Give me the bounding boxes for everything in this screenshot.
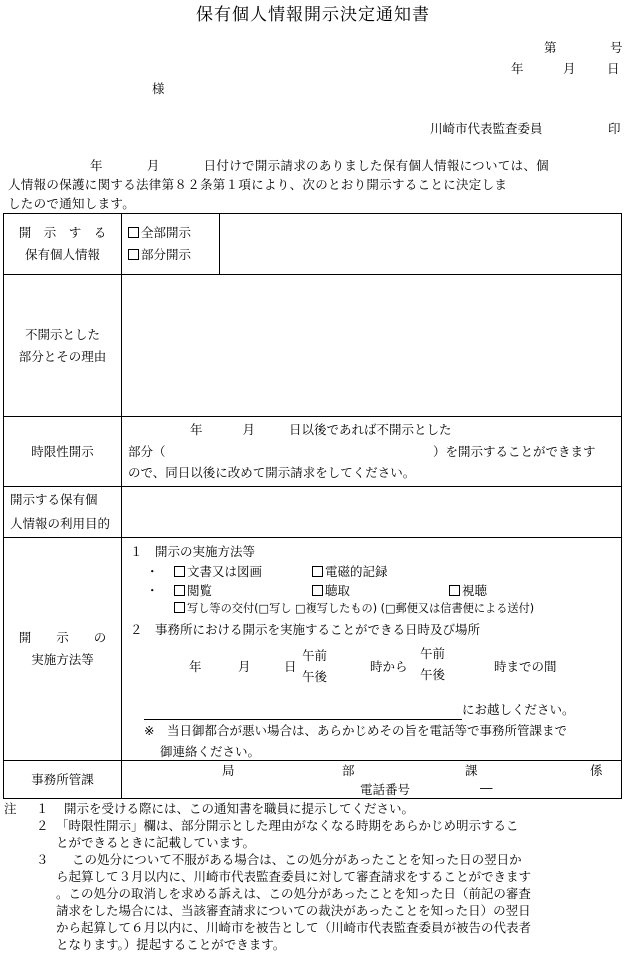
label-method-line2: 実施方法等 <box>31 652 94 667</box>
phone-label: 電話番号 <box>360 782 411 797</box>
row-office <box>4 761 622 799</box>
method-heading-1: １ 開示の実施方法等 <box>130 544 256 559</box>
label-purpose-line2: 人情報の利用目的 <box>10 516 111 531</box>
checkbox-icon[interactable] <box>174 585 185 596</box>
tl-line2-start: 部分（ <box>128 444 166 459</box>
place-field[interactable] <box>144 705 462 720</box>
note-1 <box>4 800 624 817</box>
note-3-line6: となります。）提起することができます。 <box>56 937 286 952</box>
date-year: 年 <box>511 61 524 76</box>
option-copy-label: 写し等の交付 <box>187 602 255 615</box>
nondisclosure-content[interactable] <box>122 275 622 417</box>
addressee-suffix: 様 <box>152 81 165 96</box>
office-content <box>122 761 622 799</box>
note-3-line5: から起算して６月以内に、川崎市を被告として（川崎市代表監査委員が被告の代表者 <box>56 920 532 935</box>
intro-line1: 日付けで開示請求のありました保有個人情報については、個 <box>203 158 549 173</box>
intro-line2: 人情報の保護に関する法律第８２条第１項により、次のとおり開示することに決定しま <box>8 177 508 192</box>
label-timelimited: 時限性開示 <box>4 417 122 487</box>
checkbox-icon[interactable] <box>174 602 185 613</box>
label-disclosure <box>4 214 122 275</box>
intro-month: 月 <box>146 158 160 173</box>
intro-line3: したので通知します。 <box>8 196 136 211</box>
number-suffix: 号 <box>610 40 623 55</box>
tl-line3: ので、同日以後に改めて開示請求をしてください。 <box>128 465 416 480</box>
caution-line2: 御連絡ください。 <box>160 744 261 759</box>
tl-month: 月 <box>242 422 256 437</box>
label-nondisclosure-line2: 部分とその理由 <box>18 348 107 364</box>
tl-line1-text: 日以後であれば不開示とした <box>289 422 452 437</box>
option-full-disclosure[interactable]: 全部開示 <box>128 222 219 244</box>
note-3-num: ３ <box>36 852 49 867</box>
dt-day: 日 <box>284 659 297 674</box>
checkbox-icon[interactable] <box>312 566 323 577</box>
tl-line2-end: ）を開示することができます <box>433 444 596 459</box>
note-3-line4: 請求をした場合には、当該審査請求についての裁決があったことを知った日）の翌日 <box>56 903 531 918</box>
until-label: 時までの間 <box>494 659 557 674</box>
method-content <box>122 538 622 761</box>
row-purpose <box>4 487 622 538</box>
decision-table <box>3 213 622 799</box>
label-disclosure-line1: 開 示 す る <box>18 225 107 240</box>
tl-year: 年 <box>190 422 203 437</box>
label-method <box>4 538 122 761</box>
am-label-2: 午前 <box>420 646 446 661</box>
bureau-label: 局 <box>222 763 235 778</box>
phone-dash: ― <box>480 780 493 795</box>
timelimited-content <box>122 417 622 487</box>
note-2-line1: 「時限性開示」欄は、部分開示とした理由がなくなる時期をあらかじめ明示するこ <box>56 818 519 833</box>
note-1-text: 開示を受ける際には、この通知書を職員に提示してください。 <box>64 801 415 816</box>
dt-month: 月 <box>238 659 251 674</box>
intro-paragraph <box>8 156 622 213</box>
checkbox-icon[interactable] <box>128 249 139 260</box>
row-method <box>4 538 622 761</box>
option-watch[interactable]: 視聴 <box>449 581 487 599</box>
label-purpose-line1: 開示する保有個 <box>10 492 98 507</box>
place-suffix: にお越しください。 <box>462 702 575 717</box>
label-nondisclosure-line1: 不開示とした <box>24 326 100 342</box>
option-document[interactable]: 文書又は図画 <box>174 562 262 580</box>
pm-label-2: 午後 <box>420 667 446 682</box>
note-3-line1: この処分について不服がある場合は、この処分があったことを知った日の翌日か <box>72 852 522 867</box>
section-label: 課 <box>465 763 478 778</box>
date-day: 日 <box>607 61 620 76</box>
row-nondisclosure <box>4 275 622 417</box>
bullet: ・ <box>146 564 159 579</box>
note-2-num: ２ <box>36 818 49 833</box>
option-partial-disclosure[interactable]: 部分開示 <box>128 244 219 266</box>
from-label: 時から <box>370 659 408 674</box>
label-office: 事務所管課 <box>4 761 122 799</box>
row-timelimited <box>4 417 622 487</box>
label-nondisclosure <box>4 275 122 417</box>
caution-line1: ※ 当日御都合が悪い場合は、あらかじめその旨を電話等で事務所管課まで <box>144 723 567 738</box>
notes-section <box>4 800 624 953</box>
note-2 <box>4 817 624 834</box>
disclosure-options <box>122 214 220 275</box>
issuer-name: 川崎市代表監査委員 <box>430 121 543 136</box>
unit-label: 係 <box>590 763 603 778</box>
number-prefix: 第 <box>544 40 557 55</box>
disclosure-content[interactable] <box>220 214 622 275</box>
note-3-line2: ら起算して３月以内に、川崎市代表監査委員に対して審査請求をすることができます <box>56 869 532 884</box>
option-electronic[interactable]: 電磁的記録 <box>312 562 388 580</box>
option-view[interactable]: 閲覧 <box>174 581 212 599</box>
date-month: 月 <box>563 61 576 76</box>
note-2-line2: とができるときに記載しています。 <box>56 835 256 850</box>
label-method-line1: 開 示 の <box>18 630 107 645</box>
dt-year: 年 <box>189 659 202 674</box>
page-title: 保有個人情報開示決定通知書 <box>196 5 430 25</box>
row-disclosure <box>4 214 622 275</box>
seal-mark: 印 <box>608 121 621 136</box>
department-label: 部 <box>342 763 355 778</box>
note-3-line3: 。この処分の取消しを求める訴えは、この処分があったことを知った日（前記の審査 <box>56 886 531 901</box>
bullet: ・ <box>146 583 159 598</box>
method-heading-2: ２ 事務所における開示を実施することができる日時及び場所 <box>130 622 481 637</box>
checkbox-icon[interactable] <box>312 585 323 596</box>
checkbox-icon[interactable] <box>449 585 460 596</box>
pm-label: 午後 <box>302 669 328 684</box>
am-label: 午前 <box>302 648 328 663</box>
note-3 <box>4 851 624 868</box>
option-copy-detail: (□写し □複写したもの) (□郵便又は信書便による送付) <box>254 602 535 615</box>
checkbox-icon[interactable] <box>174 566 185 577</box>
notes-prefix: 注 <box>4 801 17 816</box>
purpose-content[interactable] <box>122 487 622 538</box>
label-purpose <box>4 487 122 538</box>
note-1-num: １ <box>36 801 49 816</box>
option-copy[interactable] <box>174 600 534 616</box>
tl-line1 <box>190 420 452 438</box>
checkbox-icon[interactable] <box>128 227 139 238</box>
intro-year: 年 <box>90 158 103 173</box>
option-listen[interactable]: 聴取 <box>312 581 350 599</box>
label-disclosure-line2: 保有個人情報 <box>24 247 100 262</box>
